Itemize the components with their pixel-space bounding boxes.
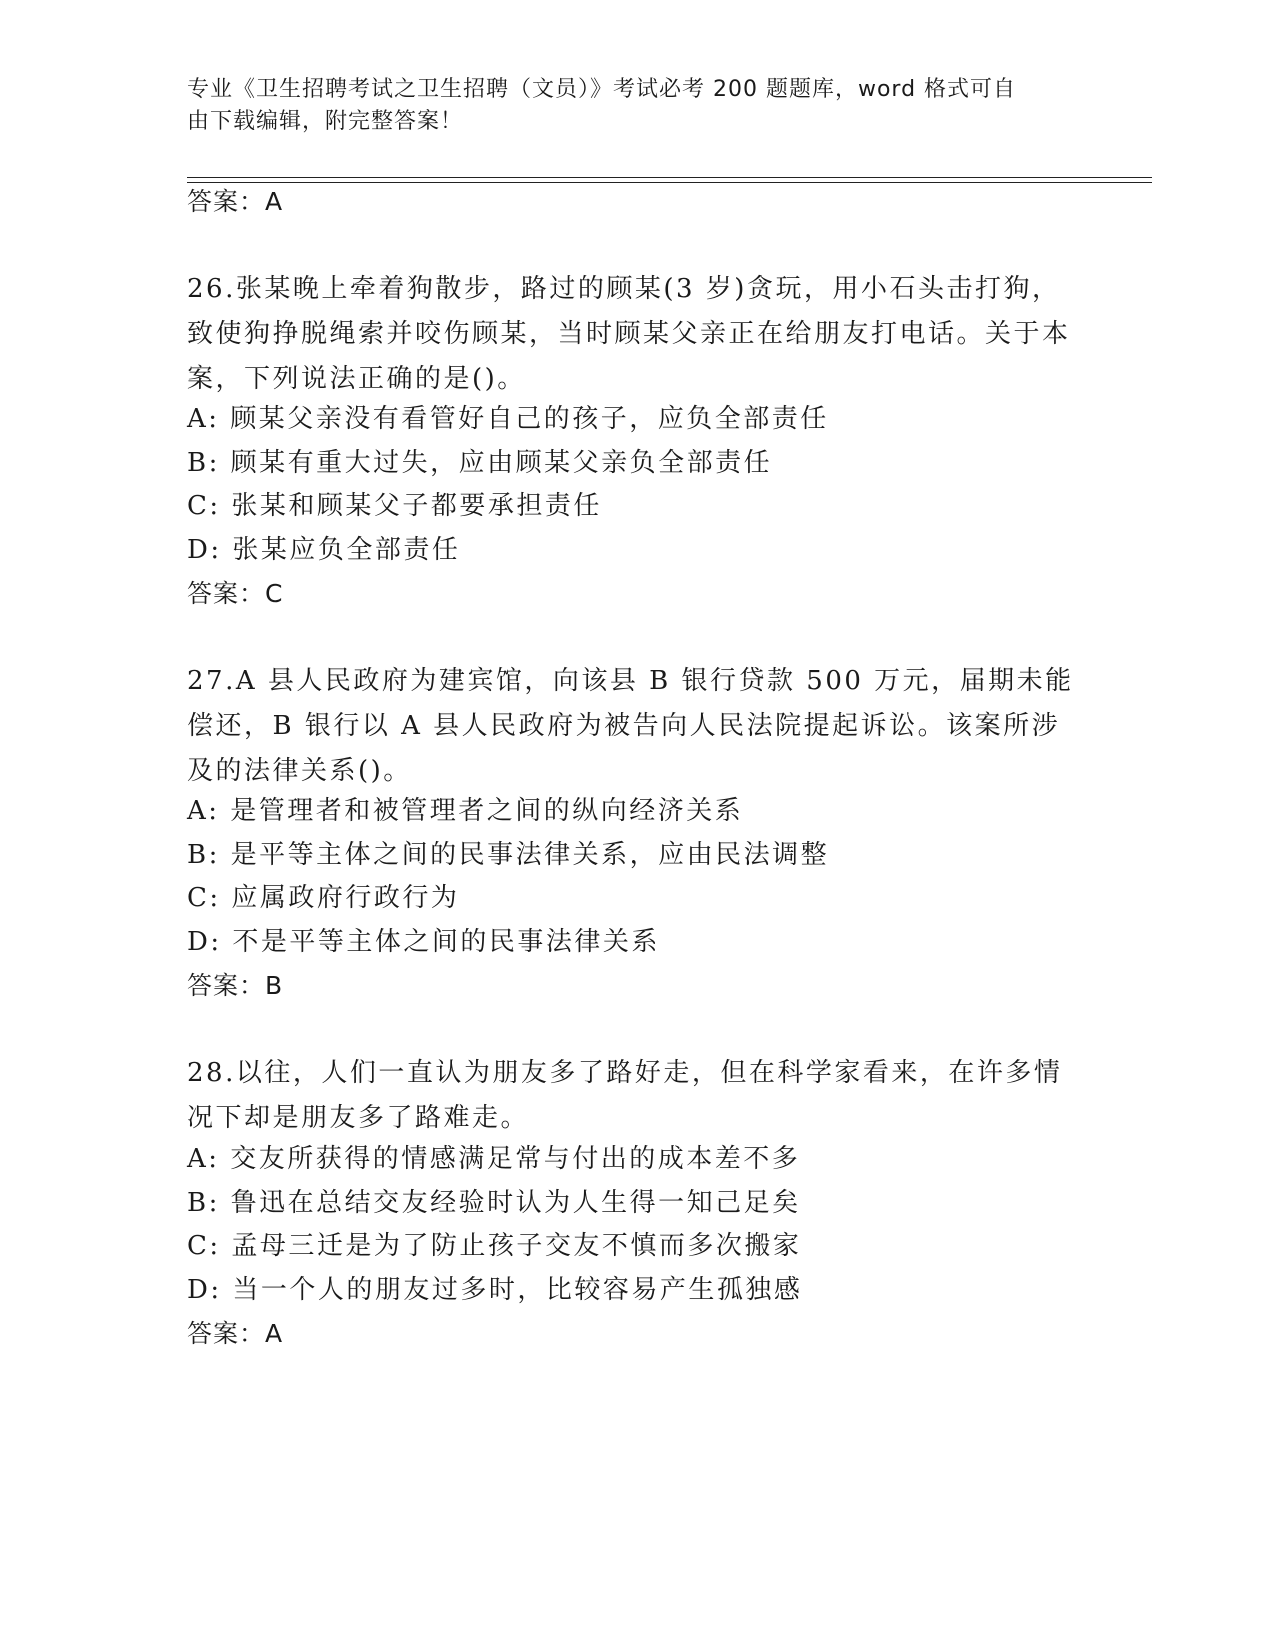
question-27-stem: 27.A 县人民政府为建宾馆，向该县 B 银行贷款 500 万元，届期未能偿还，B 银行以 A 县人民政府为被告向人民法院提起诉讼。该案所涉及的法律关系()。: [187, 666, 1074, 786]
previous-answer: 答案：A: [187, 187, 284, 216]
document-header: 专业《卫生招聘考试之卫生招聘（文员）》考试必考 200 题题库，word 格式可自 由下载编辑，附完整答案！: [187, 77, 1017, 134]
question-28-option-d: D: 当一个人的朋友过多时，比较容易产生孤独感: [187, 1275, 803, 1305]
question-28-stem: 28.以往，人们一直认为朋友多了路好走，但在科学家看来，在许多情况下却是朋友多了路难走。: [187, 1058, 1063, 1133]
question-28-answer: 答案：A: [187, 1319, 284, 1348]
header-rule-top: [187, 177, 1152, 178]
question-27-answer: 答案：B: [187, 971, 284, 1000]
question-27-option-d: D: 不是平等主体之间的民事法律关系: [187, 927, 660, 957]
question-27-option-b: B: 是平等主体之间的民事法律关系，应由民法调整: [187, 840, 830, 870]
question-27-option-a: A: 是管理者和被管理者之间的纵向经济关系: [187, 796, 744, 826]
question-28-option-b: B: 鲁迅在总结交友经验时认为人生得一知己足矣: [187, 1188, 801, 1218]
question-26-answer: 答案：C: [187, 579, 284, 608]
question-27-option-c: C: 应属政府行政行为: [187, 883, 460, 913]
question-26-option-b: B: 顾某有重大过失，应由顾某父亲负全部责任: [187, 448, 773, 478]
question-26-option-a: A: 顾某父亲没有看管好自己的孩子，应负全部责任: [187, 404, 829, 434]
question-28-option-a: A: 交友所获得的情感满足常与付出的成本差不多: [187, 1144, 801, 1174]
question-26-option-c: C: 张某和顾某父子都要承担责任: [187, 491, 602, 521]
header-rule-bottom: [187, 182, 1152, 183]
question-26-option-d: D: 张某应负全部责任: [187, 535, 461, 565]
question-28-option-c: C: 孟母三迁是为了防止孩子交友不慎而多次搬家: [187, 1231, 802, 1261]
question-26-stem: 26.张某晚上牵着狗散步，路过的顾某(3 岁)贪玩，用小石头击打狗，致使狗挣脱绳索并咬伤顾某，当时顾某父亲正在给朋友打电话。关于本案，下列说法正确的是()。: [187, 274, 1071, 394]
